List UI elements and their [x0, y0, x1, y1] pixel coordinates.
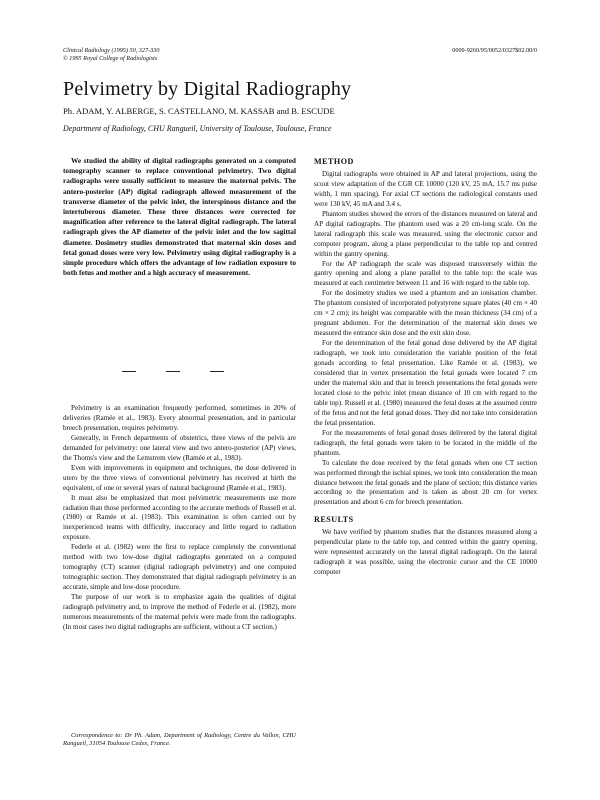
method-heading: METHOD	[314, 157, 354, 166]
intro-paragraph: Pelvimetry is an examination frequently performed, sometimes in 20% of deliveries (Ramée et al., 1983). Every abnormal presentation, and in particular breech presentation, requires pelvimetry.	[63, 404, 296, 432]
copyright-line: © 1995 Royal College of Radiologists	[63, 55, 158, 62]
intro-paragraph: Generally, in French departments of obstetrics, three views of the pelvis are demanded for pelvimetry: one lateral view and two antero-posterior (AP) views, the Thoms's view and the Lemstrem view (Ramée et al., 1983).	[63, 433, 296, 462]
right-column	[314, 155, 537, 578]
intro-paragraph: Federle et al. (1982) were the first to replace completely the conventional method with two low-dose digital radiographs generated on a computed tomography (CT) scanner (digital radiograph pelvimetry) and one computed tomographic section. They demonstrated that digital radiograph pelvimetry is an accurate, simple and low-dose procedure.	[63, 543, 296, 592]
divider-dash	[122, 371, 136, 372]
journal-citation: Clinical Radiology (1995) 50, 327-330	[63, 47, 160, 54]
intro-paragraph: It must also be emphasized that most pelvimetric measurements use more radiation than those performed according to the accurate methods of Russell et al. (1980) or Ramée et al. (1983). This examination is often carried out by inexperienced teams with difficulty, inaccuracy and little regard to radiation exposure.	[63, 493, 296, 542]
correspondence-footnote	[63, 732, 296, 749]
method-paragraph: For the dosimetry studies we used a phantom and an ionisation chamber. The phantom consisted of incorporated polystyrene square plates (40 cm × 40 cm × 2 cm); its height was comparable with the mean thickness (34 cm) of a pregnant abdomen. For the determination of the maternal skin doses we measured the entrance skin dose and the exit skin dose.	[314, 289, 537, 338]
method-paragraph: For the measurements of fetal gonad doses delivered by the lateral digital radiograph, the fetal gonads were taken to be located in the middle of the phantom.	[314, 428, 537, 457]
intro-paragraph: The purpose of our work is to emphasize again the qualities of digital radiograph pelvimetry and, to improve the method of Federle et al. (1982), more numerous measurements of the maternal pelvis were made from the radiographs. (In most cases two digital radiographs are sufficient, without a CT section.)	[63, 593, 296, 631]
results-paragraph: We have verified by phantom studies that the distances measured along a perpendicular plane to the table top, and centred within the gantry opening, were represented accurately on the lateral digital radiograph. On the lateral radiograph it was possible, using the electronic cursor and the CE 10000 computer	[314, 528, 537, 577]
paper-title: Pelvimetry by Digital Radiography	[63, 78, 352, 100]
divider-dash	[166, 371, 180, 372]
section-divider	[122, 371, 224, 372]
correspondence-text: Correspondence to: Dr Ph. Adam, Department of Radiology, Centre du Vallon, CHU Rangueil, 31054 Toulouse Cedex, France.	[63, 732, 296, 748]
results-heading: RESULTS	[314, 515, 354, 525]
method-paragraph: To calculate the dose received by the fetal gonads when one CT section was performed through the ischial spines, we took into consideration the mean distance between the fetal gonads and the plane of section; this distance varies according to the presentation and is taken as about 20 cm for vertex presentation and about 6 cm for breech presentation.	[314, 458, 538, 507]
method-paragraph: For the determination of the fetal gonad dose delivered by the AP digital radiograph, we took into consideration the variable position of the fetal gonads according to fetal presentation. Like Ramée et al. (1983), we considered that in vertex presentation the fetal gonads were located 7 cm under the maternal skin and that in breech presentations the fetal gonads were located close to the pelvic inlet (mean distance of 10 cm with regard to the table top). Russell et al. (1980) measured the fetal doses at the assumed centre of the fetus and not the fetal gonad doses. They did not take into consideration the fetal presentation.	[314, 339, 537, 427]
method-paragraph: For the AP radiograph the scale was disposed transversely within the gantry opening and along a plane parallel to the table top: the scale was measured at each centimetre between 11 and 16 with regard to the table top.	[314, 259, 537, 288]
introduction	[63, 404, 296, 633]
article-code: 0009-9260/95/0052/0327$02.00/0	[452, 47, 537, 54]
journal-header	[63, 47, 159, 63]
method-paragraph: Digital radiographs were obtained in AP and lateral projections, using the scout view adaptation of the CGR CE 10000 (120 kV, 25 mA, 15.7 ms pulse width, 1 mm spacing). For axial CT sections the radiological constants used were 130 kV, 45 mA and 3.4 s.	[314, 169, 537, 208]
abstract-text: We studied the ability of digital radiographs generated on a computed tomography scanner to replace conventional pelvimetry. Two digital radiographs were usually sufficient to measure the maternal pelvis. The antero-posterior (AP) digital radiograph allowed measurement of the transverse diameter of the pelvic inlet, the interspinous distance and the intertuberous diameter. These three distances were corrected for magnification after reference to the lateral digital radiograph. The lateral radiograph gives the AP diameter of the pelvic inlet and the low sagittal diameter. Dosimetry studies demonstrated that maternal skin doses and fetal gonad doses were very low. Pelvimetry using digital radiography is a simple procedure which offers the advantage of low radiation exposure to both fetus and mother and a high accuracy of measurement.	[63, 156, 296, 278]
abstract	[63, 156, 296, 278]
divider-dash	[210, 371, 224, 372]
intro-paragraph: Even with improvements in equipment and techniques, the dose delivered in utero by the three views of conventional pelvimetry has received at birth the equivalent, of one or several years of natural background (Ramée et al., 1983).	[63, 463, 296, 492]
method-paragraph: Phantom studies showed the errors of the distances measured on lateral and AP digital radiographs. The phantom used was a 20 cm-long scale. On the lateral radiograph this scale was measured, using the electronic cursor and computer program, along a plane perpendicular to the table top and centred within the gantry opening.	[314, 209, 537, 258]
affiliation: Department of Radiology, CHU Rangueil, University of Toulouse, Toulouse, France	[63, 124, 332, 133]
author-list: Ph. ADAM, Y. ALBERGE, S. CASTELLANO, M. KASSAB and B. ESCUDE	[63, 106, 335, 116]
